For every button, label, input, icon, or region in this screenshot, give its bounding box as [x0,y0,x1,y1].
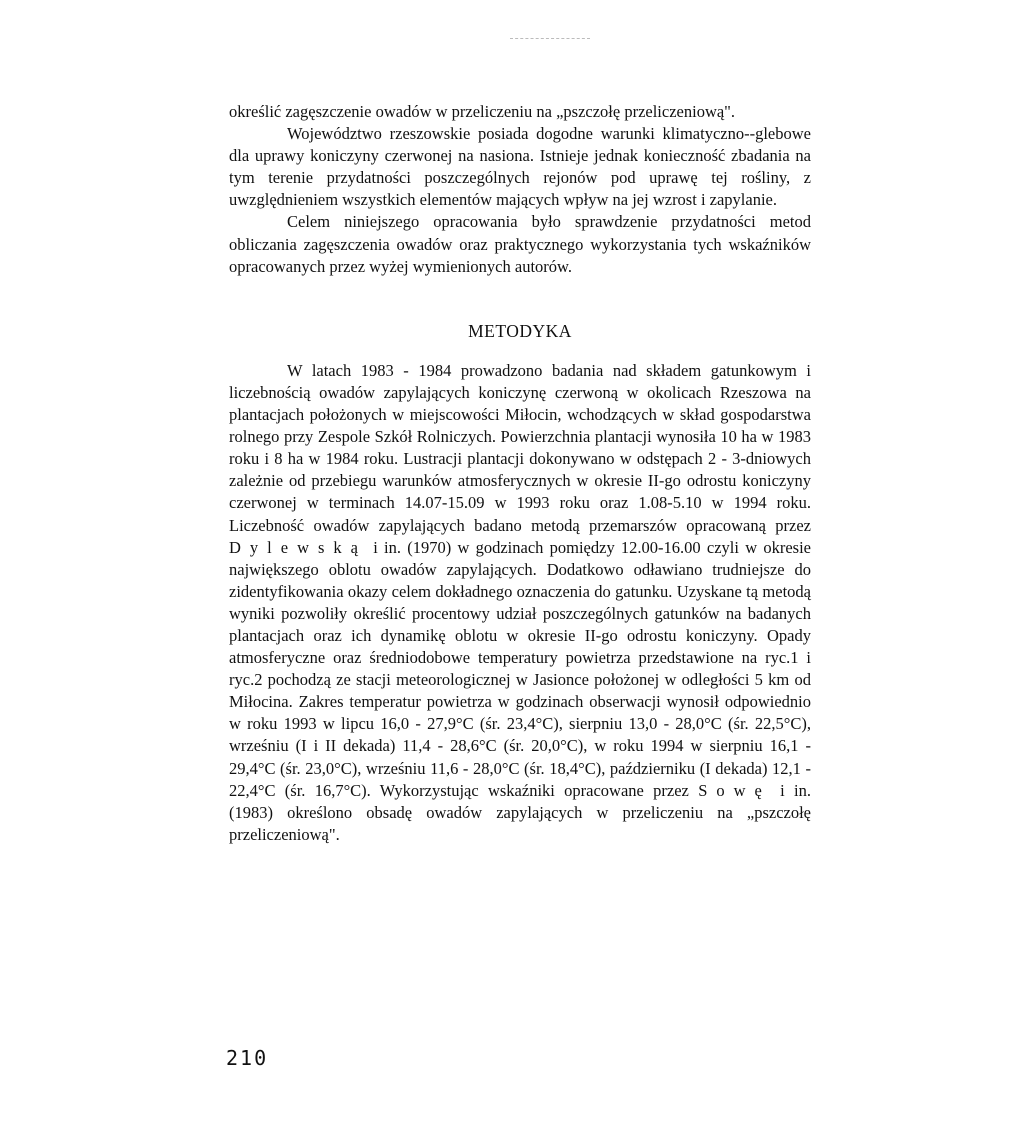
author-name-dylewska: Dylewską [229,537,367,557]
paragraph-region: Województwo rzeszowskie posiada dogodne warunki klimatyczno--glebowe dla uprawy koniczyny czerwonej na nasiona. Istnieje jednak konieczność zbadania na tym terenie przydatności poszczególnych rejonów pod uprawę tej rośliny, z uwzględnieniem wszystkich elementów mających wpływ na jej wzrost i zapylanie. [229,124,811,210]
methods-text-1: W latach 1983 - 1984 prowadzono badania nad składem gatunkowym i liczebnością owadów zapylających koniczynę czerwoną w okolicach Rzeszowa na plantacjach położonych w miejscowości Miłocin, wchodzących w skład gospodarstwa rolnego przy Zespole Szkół Rolniczych. Powierzchnia plantacji wynosiła 10 ha w 1983 roku i 8 ha w 1984 roku. Lustracji plantacji dokonywano w odstępach 2 - 3-dniowych zależnie od przebiegu warunków atmosferycznych w okresie II-go odrostu koniczyny czerwonej w terminach 14.07-15.09 w 1993 roku oraz 1.08-5.10 w 1994 roku. Liczebność owadów zapylających badano metodą przemarszów opracowaną przez [229,360,811,535]
author-name-sowa: Sowę [698,780,771,800]
page-number: 210 [226,1046,269,1070]
methods-text-3: i in. (1983) określono obsadę owadów zapylających w przeliczeniu na „pszczołę przeliczeniową". [229,780,811,844]
paragraph-methods [229,360,811,846]
paragraph-aim: Celem niniejszego opracowania było sprawdzenie przydatności metod obliczania zagęszczenia owadów oraz praktycznego wykorzystania tych wskaźników opracowanych przez wyżej wymienionych autorów. [229,212,811,276]
top-rule [510,38,590,39]
page-content [229,101,811,846]
paragraph-continuation: określić zagęszczenie owadów w przeliczeniu na „pszczołę przeliczeniową". [229,102,736,121]
section-heading: METODYKA [468,320,572,341]
methods-text-2: i in. (1970) w godzinach pomiędzy 12.00-16.00 czyli w okresie największego oblotu owadów zapylających. Dodatkowo odławiano trudniejsze do zidentyfikowania okazy celem dokładnego oznaczenia do gatunku. Uzyskane tą metodą wyniki pozwoliły określić procentowy udział poszczególnych gatunków na badanych plantacjach oraz ich dynamikę oblotu w okresie II-go odrostu koniczyny. Opady atmosferyczne oraz średniodobowe temperatury powietrza przedstawione na ryc.1 i ryc.2 pochodzą ze stacji meteorologicznej w Jasionce położonej w odległości 5 km od Miłocina. Zakres temperatur powietrza w godzinach obserwacji wynosił odpowiednio w roku 1993 w lipcu 16,0 - 27,9°C (śr. 23,4°C), sierpniu 13,0 - 28,0°C (śr. 22,5°C), wrześniu (I i II dekada) 11,4 - 28,6°C (śr. 20,0°C), w roku 1994 w sierpniu 16,1 - 29,4°C (śr. 23,0°C), wrześniu 11,6 - 28,0°C (śr. 18,4°C), październiku (I dekada) 12,1 - 22,4°C (śr. 16,7°C). Wykorzystując wskaźniki opracowane przez [229,537,811,800]
